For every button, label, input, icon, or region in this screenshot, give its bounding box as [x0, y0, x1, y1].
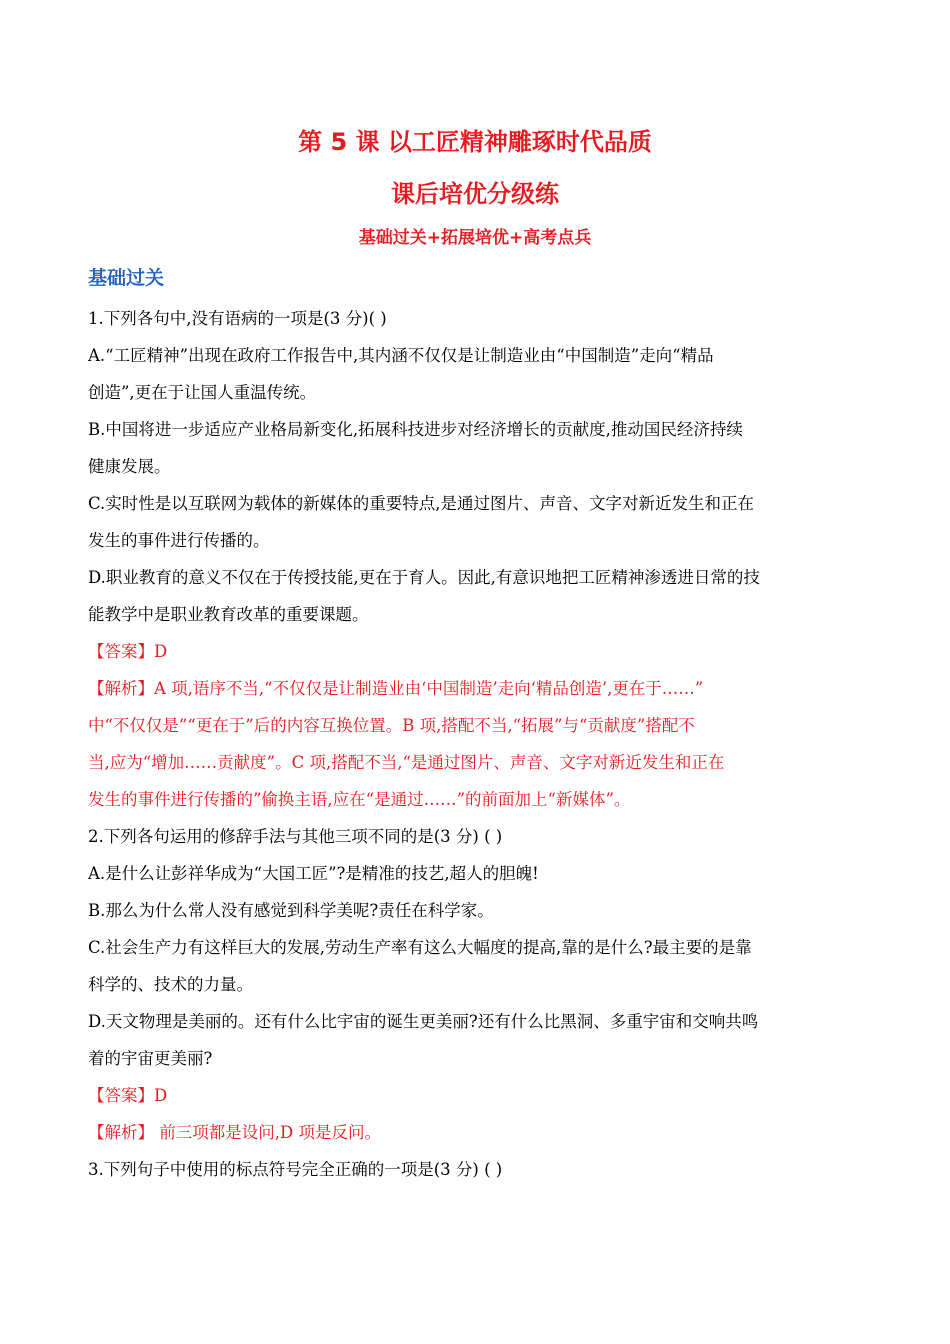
- question-line: B.那么为什么常人没有感觉到科学美呢?责任在科学家。: [88, 901, 494, 920]
- question-line: C.实时性是以互联网为载体的新媒体的重要特点,是通过图片、声音、文字对新近发生和正在: [88, 494, 755, 513]
- answer-line: 中“不仅仅是”“更在于”后的内容互换位置。B 项,搭配不当,“拓展”与“贡献度”搭配不: [88, 716, 695, 735]
- question-line: 健康发展。: [88, 457, 171, 476]
- lesson-subtitle: 课后培优分级练: [391, 180, 559, 208]
- question-line: 着的宇宙更美丽?: [88, 1049, 213, 1068]
- answer-line: 当,应为“增加……贡献度”。C 项,搭配不当,“是通过图片、声音、文字对新近发生和正在: [88, 753, 725, 772]
- question-line: A.“工匠精神”出现在政府工作报告中,其内涵不仅仅是让制造业由“中国制造”走向“精品: [88, 346, 714, 365]
- answer-line: 发生的事件进行传播的”偷换主语,应在“是通过……”的前面加上“新媒体”。: [88, 790, 631, 809]
- question-line: 3.下列句子中使用的标点符号完全正确的一项是(3 分) ( ): [88, 1160, 503, 1179]
- question-line: D.天文物理是美丽的。还有什么比宇宙的诞生更美丽?还有什么比黑洞、多重宇宙和交响共鸣: [88, 1012, 759, 1031]
- lesson-tagline: 基础过关+拓展培优+高考点兵: [358, 228, 592, 248]
- question-line: 2.下列各句运用的修辞手法与其他三项不同的是(3 分) ( ): [88, 827, 503, 846]
- question-content: [88, 300, 864, 1188]
- section-heading: 基础过关: [88, 267, 165, 289]
- question-line: D.职业教育的意义不仅在于传授技能,更在于育人。因此,有意识地把工匠精神渗透进日常的技: [88, 568, 760, 587]
- question-line: C.社会生产力有这样巨大的发展,劳动生产率有这么大幅度的提高,靠的是什么?最主要的是靠: [88, 938, 752, 957]
- answer-line: 【解析】A 项,语序不当,“不仅仅是让制造业由‘中国制造’走向‘精品创造’,更在于……”: [88, 679, 704, 698]
- question-line: 创造”,更在于让国人重温传统。: [88, 383, 317, 402]
- answer-line: 【解析】 前三项都是设问,D 项是反问。: [88, 1123, 381, 1142]
- question-line: 科学的、技术的力量。: [88, 975, 253, 994]
- question-line: 发生的事件进行传播的。: [88, 531, 270, 550]
- question-line: B.中国将进一步适应产业格局新变化,拓展科技进步对经济增长的贡献度,推动国民经济持续: [88, 420, 743, 439]
- answer-line: 【答案】D: [88, 642, 168, 661]
- answer-line: 【答案】D: [88, 1086, 168, 1105]
- lesson-title: 第 5 课 以工匠精神雕琢时代品质: [298, 128, 652, 156]
- question-line: A.是什么让彭祥华成为“大国工匠”?是精准的技艺,超人的胆魄!: [88, 864, 539, 883]
- question-line: 1.下列各句中,没有语病的一项是(3 分)( ): [88, 309, 387, 328]
- question-line: 能教学中是职业教育改革的重要课题。: [88, 605, 369, 624]
